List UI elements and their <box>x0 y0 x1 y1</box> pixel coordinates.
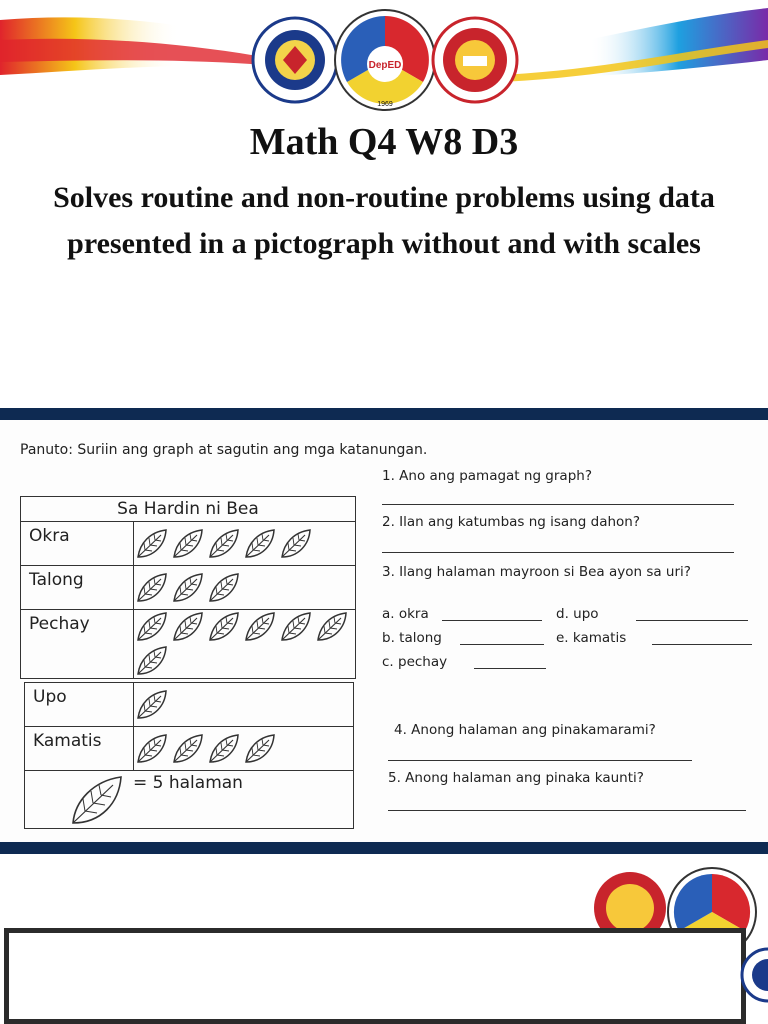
question-4: 4. Anong halaman ang pinakamarami? <box>394 722 656 738</box>
answer-line-1 <box>382 504 734 505</box>
question-3a: a. okra <box>382 606 429 622</box>
region-seal-logo <box>433 18 517 102</box>
leaf-icon <box>134 644 170 678</box>
leaf-icon <box>278 610 314 644</box>
top-divider-band <box>0 408 768 420</box>
row-label-kamatis: Kamatis <box>25 727 134 771</box>
side-seal-logo <box>740 940 768 1010</box>
svg-text:DepED: DepED <box>368 60 402 71</box>
leaf-cell-okra <box>134 522 356 566</box>
deped-seal-logo <box>253 18 337 102</box>
division-seal-logo <box>335 10 435 110</box>
answer-line-3c <box>474 668 546 669</box>
svg-text:1969: 1969 <box>377 101 393 108</box>
leaf-icon <box>170 610 206 644</box>
answer-line-3e <box>652 644 752 645</box>
pictograph-table-1 <box>20 496 356 679</box>
leaf-icon <box>206 732 242 766</box>
leaf-icon <box>134 732 170 766</box>
leaf-icon <box>134 571 170 605</box>
leaf-icon <box>314 610 350 644</box>
row-label-okra: Okra <box>21 522 134 566</box>
pictograph-title: Sa Hardin ni Bea <box>21 497 356 522</box>
lesson-subtitle: Solves routine and non-routine problems using data presented in a pictograph without and with scales <box>53 181 715 260</box>
leaf-icon <box>170 571 206 605</box>
row-label-pechay: Pechay <box>21 610 134 679</box>
leaf-icon <box>134 527 170 561</box>
worksheet-image <box>0 420 768 842</box>
page-title: Math Q4 W8 D3 <box>249 121 519 163</box>
answer-line-3a <box>442 620 542 621</box>
question-3c: c. pechay <box>382 654 448 670</box>
pictograph-table-2 <box>24 682 354 829</box>
question-2: 2. Ilan ang katumbas ng isang dahon? <box>382 514 641 530</box>
leaf-icon <box>170 527 206 561</box>
leaf-icon <box>206 571 242 605</box>
leaf-icon <box>134 610 170 644</box>
leaf-icon <box>242 527 278 561</box>
answer-line-4 <box>388 760 692 761</box>
leaf-icon <box>278 527 314 561</box>
answer-line-2 <box>382 552 734 553</box>
legend-text: = 5 halaman <box>133 773 243 793</box>
leaf-cell-kamatis <box>134 727 354 771</box>
leaf-icon <box>242 732 278 766</box>
worksheet-instructions: Panuto: Suriin ang graph at sagutin ang mga katanungan. <box>20 442 428 458</box>
question-3: 3. Ilang halaman mayroon si Bea ayon sa uri? <box>382 564 691 580</box>
leaf-icon <box>242 610 278 644</box>
row-label-talong: Talong <box>21 566 134 610</box>
bottom-divider-band <box>0 842 768 854</box>
answer-line-3d <box>636 620 748 621</box>
leaf-icon <box>206 527 242 561</box>
leaf-cell-upo <box>134 683 354 727</box>
question-5: 5. Anong halaman ang pinaka kaunti? <box>388 770 644 786</box>
question-3b: b. talong <box>382 630 442 646</box>
leaf-icon <box>170 732 206 766</box>
deped-logos <box>250 8 520 112</box>
leaf-cell-talong <box>134 566 356 610</box>
answer-line-5 <box>388 810 746 811</box>
leaf-icon <box>134 688 170 722</box>
question-1: 1. Ano ang pamagat ng graph? <box>382 468 592 484</box>
leaf-cell-pechay <box>134 610 356 679</box>
large-leaf-icon <box>67 773 127 829</box>
answer-line-3b <box>460 644 544 645</box>
legend-cell <box>25 771 354 829</box>
row-label-upo: Upo <box>25 683 134 727</box>
question-3e: e. kamatis <box>556 630 627 646</box>
leaf-icon <box>206 610 242 644</box>
question-3d: d. upo <box>556 606 599 622</box>
content-frame-box <box>4 928 746 1024</box>
